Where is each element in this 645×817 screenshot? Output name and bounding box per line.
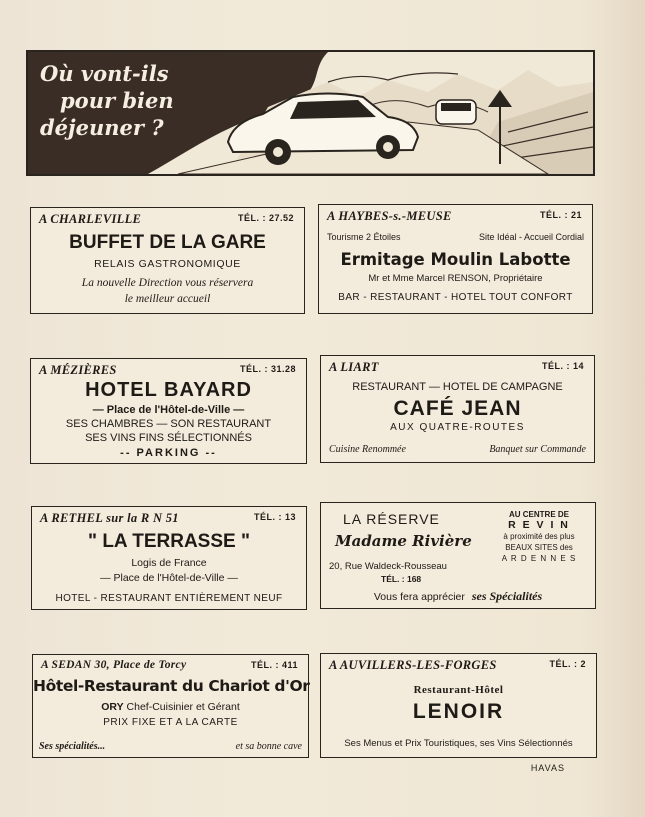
chef-title: Chef-Cuisinier et Gérant [123,701,240,713]
ad-buffet-de-la-gare [30,207,305,314]
banner-headline [40,60,174,141]
ad-business-title: LA RÉSERVE [343,511,440,527]
side-line: AU CENTRE DE [508,510,569,519]
ad-location: A RETHEL sur la R N 51 [40,511,179,525]
ad-la-terrasse [31,506,307,610]
ad-note-left: Tourisme 2 Étoiles [327,232,401,242]
ad-business-name: Ermitage Moulin Labotte [340,250,571,269]
ad-note-right: et sa bonne cave [235,741,302,752]
ad-business-name: LENOIR [412,700,505,723]
ad-line: SES CHAMBRES — SON RESTAURANT [65,418,272,430]
ad-line: AUX QUATRE-ROUTES [390,422,525,433]
headline-line-3: déjeuner ? [40,115,164,140]
ad-line: HOTEL - RESTAURANT ENTIÈREMENT NEUF [55,593,283,604]
ad-location: A SEDAN 30, Place de Torcy [41,659,187,671]
ad-line: BAR - RESTAURANT - HOTEL TOUT CONFORT [338,292,573,303]
ad-location: A MÉZIÈRES [39,363,117,377]
ad-line: — Place de l'Hôtel-de-Ville — [100,572,238,584]
ad-phone: TÉL. : 21 [539,210,582,220]
tagline-emphasis: ses Spécialités [471,589,543,603]
ad-business-name: HOTEL BAYARD [85,379,252,401]
ad-line: PRIX FIXE ET A LA CARTE [103,717,238,728]
ad-line: RELAIS GASTRONOMIQUE [94,258,241,270]
ad-location: A LIART [329,360,379,374]
headline-line-1: Où vont-ils [40,61,169,86]
ad-tagline [321,589,595,604]
ad-chariot-d-or [32,654,309,758]
ad-la-reserve [320,502,596,609]
ad-location: A CHARLEVILLE [39,212,142,226]
ad-business-name: BUFFET DE LA GARE [69,232,266,253]
ad-lenoir [320,653,597,758]
ad-line: La nouvelle Direction vous réservera [81,277,254,289]
side-line: BEAUX SITES des [505,543,573,552]
ad-cafe-jean [320,355,595,463]
ad-phone: TÉL. : 411 [250,660,298,670]
publisher-credit: HAVAS [530,763,565,773]
ad-phone: TÉL. : 27.52 [237,213,294,223]
illustrated-banner [26,50,595,176]
headline-line-2: pour bien [60,88,174,113]
side-line: R E V I N [508,519,570,531]
tagline-text: Vous fera apprécier [373,591,465,603]
ad-line: Logis de France [131,557,207,569]
ad-location: A AUVILLERS-LES-FORGES [329,658,497,672]
ad-phone: TÉL. : 31.28 [239,364,296,374]
ad-side-text [489,509,589,564]
ad-line: -- PARKING -- [120,447,217,459]
ad-address: 20, Rue Waldeck-Rousseau [329,561,447,572]
ad-phone: TÉL. : 168 [381,574,422,584]
ad-line: Ses Menus et Prix Touristiques, ses Vins Sélectionnés [344,738,573,749]
ad-business-name: " LA TERRASSE " [88,531,250,552]
ad-location: A HAYBES-s.-MEUSE [327,209,452,223]
ad-line: Mr et Mme Marcel RENSON, Propriétaire [368,273,543,284]
ad-business-name: Hôtel-Restaurant du Chariot d'Or [33,677,310,695]
ad-note-left: Ses spécialités... [39,741,106,752]
ad-line [33,701,308,713]
ad-phone: TÉL. : 2 [549,659,586,669]
ad-note-right: Banquet sur Commande [489,444,586,455]
ad-hotel-bayard [30,358,307,464]
ad-ermitage-moulin-labotte [318,204,593,314]
ad-note-right: Site Idéal - Accueil Cordial [478,232,584,242]
side-line: A R D E N N E S [501,554,577,563]
ad-business-name: CAFÉ JEAN [393,397,522,420]
ad-line: Restaurant-Hôtel [413,684,504,696]
ad-line: le meilleur accueil [124,293,211,305]
ad-note-left: Cuisine Renommée [329,444,406,455]
ad-script-name: Madame Rivière [335,532,472,550]
ad-line: — Place de l'Hôtel-de-Ville — [92,404,245,416]
ad-line: RESTAURANT — HOTEL DE CAMPAGNE [352,381,563,393]
ad-phone: TÉL. : 14 [541,361,584,371]
side-line: à proximité des plus [503,532,575,541]
ad-line: SES VINS FINS SÉLECTIONNÉS [85,432,252,444]
chef-name: ORY [101,701,124,713]
ad-phone: TÉL. : 13 [253,512,296,522]
